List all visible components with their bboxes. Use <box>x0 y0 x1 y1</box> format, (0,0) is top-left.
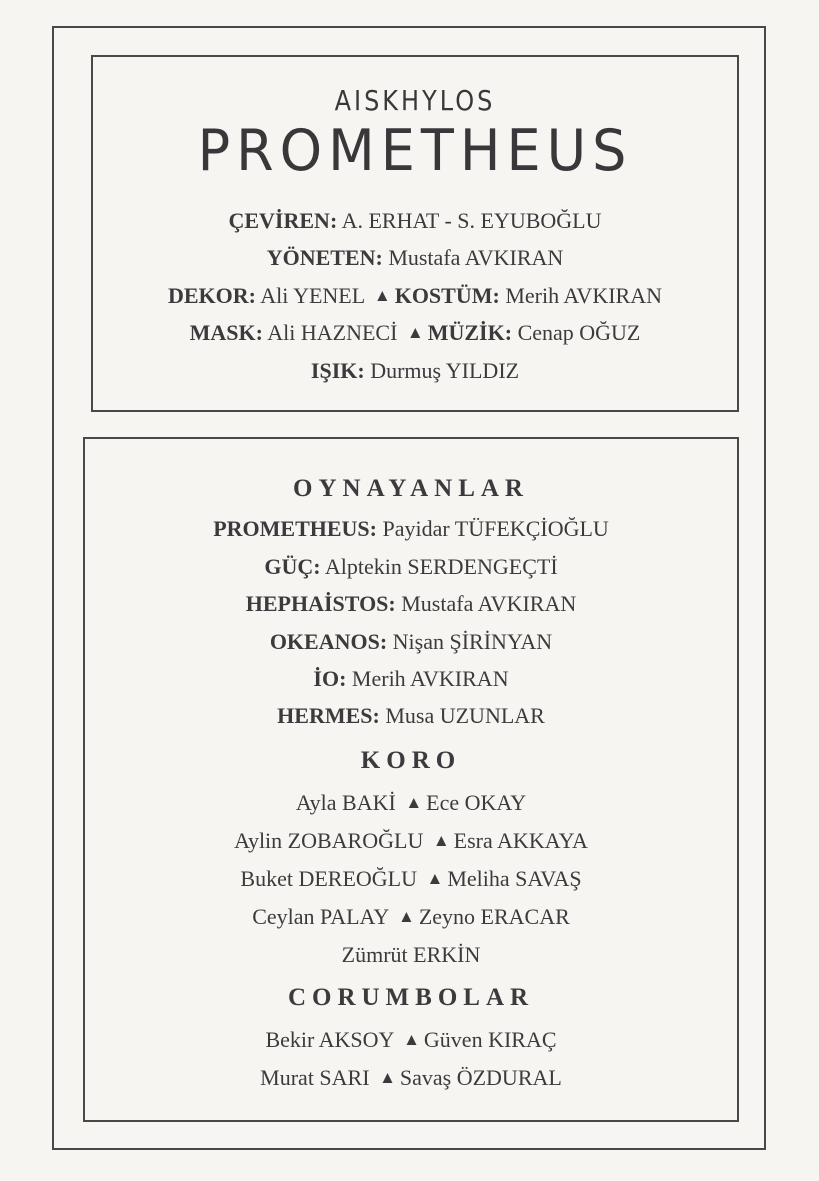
koro-heading: KORO <box>360 747 462 774</box>
triangle-separator-icon: ▲ <box>406 323 424 342</box>
koro-member: Ece OKAY <box>426 790 527 815</box>
cast-role: PROMETHEUS: <box>213 516 377 541</box>
cast-row <box>85 554 737 580</box>
credit-label: MÜZİK: <box>427 320 513 345</box>
triangle-separator-icon: ▲ <box>426 869 444 888</box>
cast-role: GÜÇ: <box>264 554 321 579</box>
credit-translator <box>93 208 737 234</box>
cast-actor: Merih AVKIRAN <box>351 666 509 691</box>
credit-label: IŞIK: <box>310 358 365 383</box>
triangle-separator-icon: ▲ <box>405 793 423 812</box>
koro-member: Meliha SAVAŞ <box>447 866 582 891</box>
corumbolar-row <box>85 1065 737 1091</box>
cast-role: OKEANOS: <box>269 629 388 654</box>
triangle-separator-icon: ▲ <box>379 1068 396 1087</box>
credit-label: MASK: <box>189 320 263 345</box>
triangle-separator-icon: ▲ <box>403 1030 420 1049</box>
cast-role: HERMES: <box>277 703 380 728</box>
corumbolar-member: Murat SARI <box>260 1065 370 1090</box>
cast-actor: Mustafa AVKIRAN <box>401 591 577 616</box>
play-title: PROMETHEUS <box>197 117 633 184</box>
credit-label: ÇEVİREN: <box>228 208 338 233</box>
cast-role: HEPHAİSTOS: <box>245 591 396 616</box>
cast-actor: Alptekin SERDENGEÇTİ <box>324 554 558 579</box>
corumbolar-heading: CORUMBOLAR <box>287 984 535 1011</box>
cast-actor: Payidar TÜFEKÇİOĞLU <box>382 516 609 541</box>
koro-member: Ceylan PALAY <box>252 904 389 929</box>
credit-mask-music <box>93 320 737 346</box>
koro-member: Zeyno ERACAR <box>418 904 570 929</box>
koro-member: Ayla BAKİ <box>295 790 396 815</box>
koro-row <box>85 790 737 816</box>
credit-label: KOSTÜM: <box>394 283 500 308</box>
credit-value: Ali HAZNECİ <box>267 320 398 345</box>
credit-label: DEKOR: <box>168 283 256 308</box>
koro-member: Esra AKKAYA <box>453 828 588 853</box>
credit-value: A. ERHAT - S. EYUBOĞLU <box>341 208 602 233</box>
cast-row <box>85 516 737 542</box>
koro-row <box>85 866 737 892</box>
cast-row <box>85 629 737 655</box>
cast-actor: Nişan ŞİRİNYAN <box>392 629 553 654</box>
triangle-separator-icon: ▲ <box>398 907 415 926</box>
credit-value: Mustafa AVKIRAN <box>388 245 564 270</box>
credit-decor-costume <box>93 283 737 309</box>
credit-label: YÖNETEN: <box>266 245 383 270</box>
cast-box <box>83 437 739 1122</box>
credit-value: Durmuş YILDIZ <box>370 358 520 383</box>
triangle-separator-icon: ▲ <box>373 286 391 305</box>
credit-value: Cenap OĞUZ <box>517 320 641 345</box>
koro-row <box>85 942 737 968</box>
cast-row <box>85 591 737 617</box>
corumbolar-member: Savaş ÖZDURAL <box>399 1065 562 1090</box>
credit-value: Merih AVKIRAN <box>505 283 662 308</box>
koro-member: Zümrüt ERKİN <box>341 942 481 967</box>
cast-actor: Musa UZUNLAR <box>385 703 545 728</box>
triangle-separator-icon: ▲ <box>432 831 450 850</box>
cast-role: İO: <box>313 666 347 691</box>
credit-director <box>93 245 737 271</box>
credit-lighting <box>93 358 737 384</box>
koro-row <box>85 828 737 854</box>
cast-heading: OYNAYANLAR <box>293 475 529 502</box>
credits-box <box>91 55 739 412</box>
author-name: AISKHYLOS <box>334 84 496 118</box>
koro-member: Aylin ZOBAROĞLU <box>234 828 424 853</box>
koro-row <box>85 904 737 930</box>
credit-value: Ali YENEL <box>260 283 365 308</box>
koro-member: Buket DEREOĞLU <box>240 866 417 891</box>
corumbolar-member: Güven KIRAÇ <box>423 1027 557 1052</box>
corumbolar-member: Bekir AKSOY <box>265 1027 394 1052</box>
corumbolar-row <box>85 1027 737 1053</box>
cast-row <box>85 666 737 692</box>
cast-row <box>85 703 737 729</box>
